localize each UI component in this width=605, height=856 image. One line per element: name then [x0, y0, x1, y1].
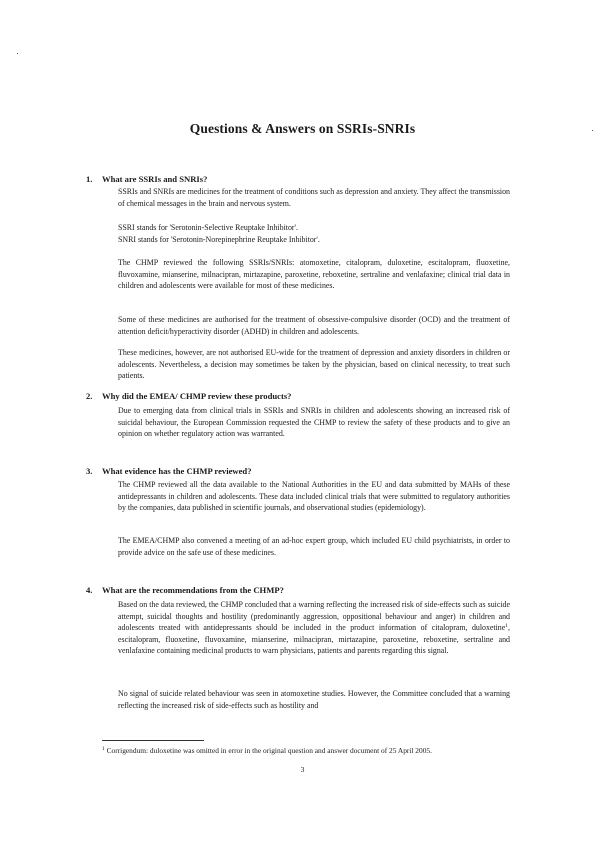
section-number: 3. — [86, 466, 93, 476]
paragraph: SNRI stands for 'Serotonin-Norepinephrine Reuptake Inhibitor'. — [118, 235, 320, 244]
paragraph: Due to emerging data from clinical trials in SSRIs and SNRIs in children and adolescents showing an increased risk of suicidal behaviour, the European Commission requested the CHMP to review the safety of these products and to give an opinion on whether regulatory action was warranted. — [118, 406, 510, 439]
scan-speck — [17, 53, 18, 54]
paragraph: The CHMP reviewed the following SSRIs/SNRIs: atomoxetine, citalopram, duloxetine, escitalopram, fluoxetine, fluvoxamine, mianserine, milnacipran, mirtazapine, paroxetine, reboxetine, sertraline and venlafaxine; clinical trial data in children and adolescents were available for most of these medicines. — [118, 258, 510, 291]
section-3-heading — [86, 466, 522, 476]
footnote-number: 1 — [102, 746, 105, 752]
footnote-marker: 1 — [505, 623, 509, 630]
page-title: Questions & Answers on SSRIs-SNRIs — [189, 121, 416, 136]
paragraph: These medicines, however, are not authorised EU-wide for the treatment of depression and anxiety disorders in children or adolescents. Nevertheless, a decision may sometimes be taken by the physician, based on clinical necessity, to treat such patients. — [118, 348, 510, 381]
paragraph: Some of these medicines are authorised for the treatment of obsessive-compulsive disorder (OCD) and the treatment of attention deficit/hyperactivity disorder (ADHD) in children and adolescents. — [118, 315, 510, 336]
section-question: What are SSRIs and SNRIs? — [102, 174, 208, 184]
section-question: What are the recommendations from the CHMP? — [102, 585, 284, 595]
section-1-heading — [86, 174, 522, 184]
paragraph: The CHMP reviewed all the data available to the National Authorities in the EU and data submitted by MAHs of these antidepressants in children and adolescents. These data included clinical trials that were submitted to regulatory authorities by the companies, data published in scientific journals, and observational studies (epidemiology). — [118, 480, 510, 513]
paragraph: SSRIs and SNRIs are medicines for the treatment of conditions such as depression and anxiety. They affect the transmission of chemical messages in the brain and nervous system. — [118, 187, 510, 208]
section-4-heading — [86, 585, 522, 595]
paragraph-with-footnote — [118, 599, 510, 657]
paragraph-text: , escitalopram, fluoxetine, fluvoxamine, mianserine, milnacipran, mirtazapine, paroxetine, reboxetine, sertraline and venlafaxine containing medicinal products to warn physicians, patients and parents regarding this signal. — [118, 623, 510, 656]
section-question: What evidence has the CHMP reviewed? — [102, 466, 252, 476]
paragraph: The EMEA/CHMP also convened a meeting of an ad-hoc expert group, which included EU child psychiatrists, in order to provide advice on the safe use of these medicines. — [118, 536, 510, 557]
section-2-heading — [86, 391, 522, 401]
footnote — [102, 746, 522, 756]
footnote-text: Corrigendum: duloxetine was omitted in error in the original question and answer document of 25 April 2005. — [106, 746, 432, 755]
paragraph: SSRI stands for 'Serotonin-Selective Reuptake Inhibitor'. — [118, 223, 298, 232]
section-question: Why did the EMEA/ CHMP review these products? — [102, 391, 292, 401]
paragraph-text: Based on the data reviewed, the CHMP concluded that a warning reflecting the increased risk of side-effects such as suicide attempt, suicidal thoughts and hostility (predominantly aggression, oppositional behaviour and anger) in children and adolescents treated with antidepressants should be included in the product information of citalopram, duloxetine — [118, 600, 510, 633]
section-number: 4. — [86, 585, 93, 595]
paragraph: No signal of suicide related behaviour was seen in atomoxetine studies. However, the Committee concluded that a warning reflecting the increased risk of side-effects such as hostility and — [118, 689, 510, 710]
section-number: 1. — [86, 174, 93, 184]
section-number: 2. — [86, 391, 93, 401]
footnote-divider — [102, 740, 204, 741]
page-number: 3 — [300, 765, 305, 774]
